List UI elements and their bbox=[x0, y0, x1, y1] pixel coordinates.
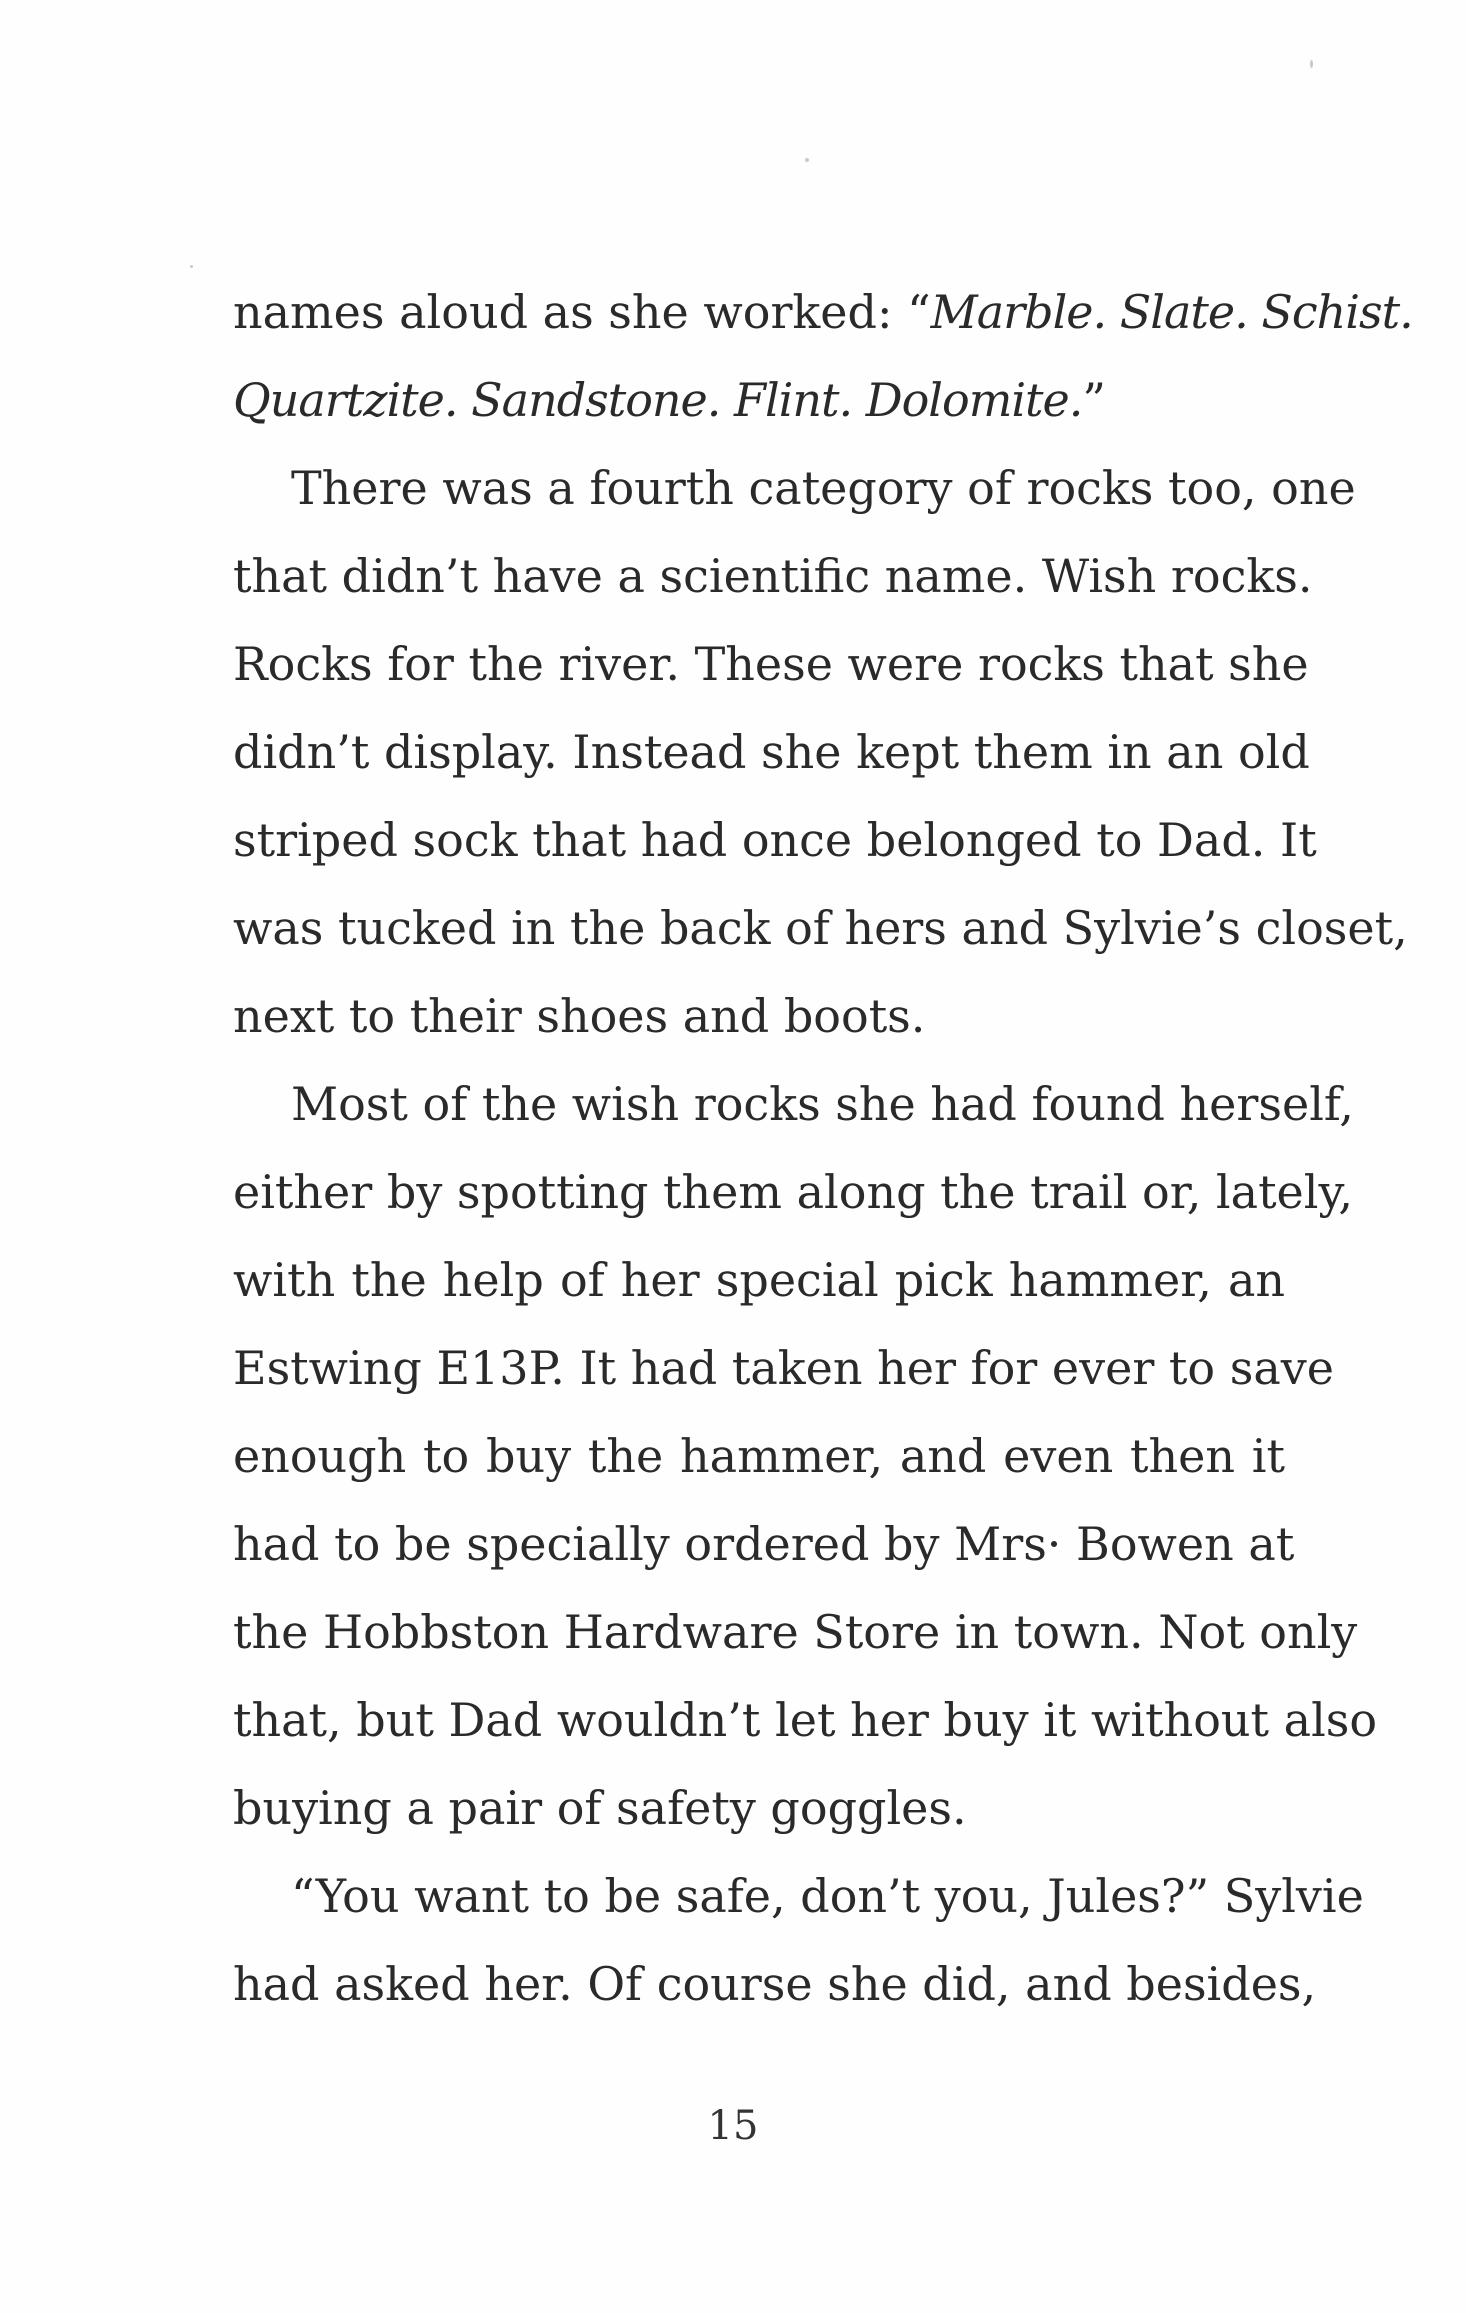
body-text bbox=[233, 268, 1413, 2028]
paragraph-p3 bbox=[233, 1060, 1378, 1852]
paragraph-p2 bbox=[233, 444, 1408, 1060]
text-line bbox=[233, 708, 1310, 796]
text-run: Rocks for the river. These were rocks that she bbox=[233, 637, 1309, 691]
text-line bbox=[233, 1412, 1285, 1500]
text-run: “You want to be safe, don’t you, Jules?” Sylvie bbox=[291, 1869, 1364, 1923]
text-run: Estwing E13P. It had taken her for ever to save bbox=[233, 1341, 1334, 1395]
text-run: Most of the wish rocks she had found herself, bbox=[291, 1077, 1354, 1131]
text-run: didn’t display. Instead she kept them in an old bbox=[233, 725, 1310, 779]
text-run: There was a fourth category of rocks too, one bbox=[291, 461, 1356, 515]
text-run: striped sock that had once belonged to Dad. It bbox=[233, 813, 1317, 867]
text-run: ” bbox=[1082, 373, 1106, 427]
text-run: had to be specially ordered by Mrs· Bowen at bbox=[233, 1517, 1295, 1571]
scan-speck bbox=[805, 158, 809, 162]
scan-speck bbox=[1310, 60, 1313, 68]
text-run: that didn’t have a scientific name. Wish rocks. bbox=[233, 549, 1313, 603]
text-run: enough to buy the hammer, and even then it bbox=[233, 1429, 1285, 1483]
text-line bbox=[233, 1588, 1358, 1676]
text-run: names aloud as she worked: “ bbox=[233, 285, 931, 339]
text-run: either by spotting them along the trail or, lately, bbox=[233, 1165, 1353, 1219]
text-line bbox=[233, 1060, 1354, 1148]
text-line bbox=[233, 1324, 1334, 1412]
text-run: was tucked in the back of hers and Sylvie’s closet, bbox=[233, 901, 1408, 955]
page-number: 15 bbox=[707, 2103, 759, 2149]
text-line bbox=[233, 796, 1317, 884]
text-line bbox=[233, 1764, 1285, 1852]
text-line bbox=[233, 620, 1309, 708]
text-run: buying a pair of safety goggles. bbox=[233, 1781, 967, 1835]
text-line bbox=[233, 1236, 1285, 1324]
text-run: the Hobbston Hardware Store in town. Not only bbox=[233, 1605, 1358, 1659]
paragraph-p4 bbox=[233, 1852, 1364, 2028]
text-line bbox=[233, 1676, 1378, 1764]
italic-text: Marble. Slate. Schist. bbox=[930, 285, 1413, 339]
text-line bbox=[233, 444, 1356, 532]
paragraph-p1 bbox=[233, 268, 1413, 444]
text-line bbox=[233, 1852, 1364, 1940]
text-line bbox=[233, 1940, 1317, 2028]
text-line bbox=[233, 1148, 1353, 1236]
text-line bbox=[233, 268, 1413, 356]
text-run: with the help of her special pick hammer, an bbox=[233, 1253, 1285, 1307]
text-line bbox=[233, 884, 1408, 972]
text-line bbox=[233, 356, 1285, 444]
italic-text: Quartzite. Sandstone. Flint. Dolomite. bbox=[233, 373, 1083, 427]
text-line bbox=[233, 1500, 1295, 1588]
text-run: had asked her. Of course she did, and besides, bbox=[233, 1957, 1317, 2011]
text-line bbox=[233, 972, 1285, 1060]
text-run: next to their shoes and boots. bbox=[233, 989, 926, 1043]
text-line bbox=[233, 532, 1313, 620]
scan-speck bbox=[190, 265, 193, 268]
text-run: that, but Dad wouldn’t let her buy it without also bbox=[233, 1693, 1378, 1747]
